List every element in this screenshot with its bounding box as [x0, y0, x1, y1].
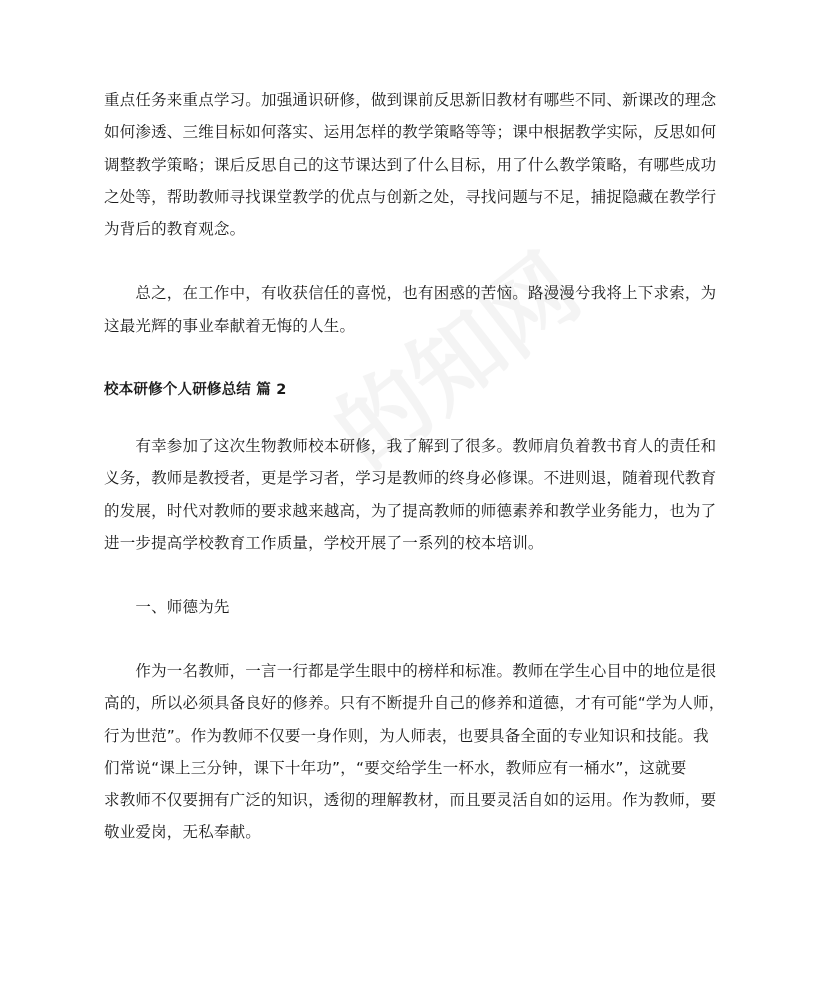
subsection-title: 一、师德为先 — [104, 598, 230, 616]
paragraph-line: 之处等，帮助教师寻找课堂教学的优点与创新之处，寻找问题与不足，捕捉隐藏在教学行 — [104, 188, 717, 206]
paragraph-line: 调整教学策略；课后反思自己的这节课达到了什么目标，用了什么教学策略，有哪些成功 — [104, 156, 717, 174]
paragraph-line: 的发展，时代对教师的要求越来越高，为了提高教师的师德素养和教学业务能力，也为了 — [104, 502, 717, 520]
paragraph-line: 这最光辉的事业奉献着无悔的人生。 — [104, 317, 356, 335]
paragraph-line: 义务，教师是教授者，更是学习者，学习是教师的终身必修课。不进则退，随着现代教育 — [104, 469, 717, 487]
paragraph-line: 如何渗透、三维目标如何落实、运用怎样的教学策略等等；课中根据教学实际，反思如何 — [104, 123, 717, 141]
section-heading: 校本研修个人研修总结 篇 2 — [104, 382, 287, 398]
paragraph-line: 们常说“课上三分钟，课下十年功”，“要交给学生一杯水，教师应有一桶水”，这就要 — [104, 759, 687, 777]
paragraph-line: 敬业爱岗，无私奉献。 — [104, 823, 262, 841]
paragraph-line: 求教师不仅要拥有广泛的知识，透彻的理解教材，而且要灵活自如的运用。作为教师，要 — [104, 791, 717, 809]
paragraph-line: 总之，在工作中，有收获信任的喜悦，也有困惑的苦恼。路漫漫兮我将上下求索，为 — [104, 284, 717, 302]
paragraph-line: 高的，所以必须具备良好的修养。只有不断提升自己的修养和道德，才有可能“学为人师， — [104, 694, 725, 712]
paragraph-line: 重点任务来重点学习。加强通识研修，做到课前反思新旧教材有哪些不同、新课改的理念 — [104, 91, 717, 109]
paragraph-line: 为背后的教育观念。 — [104, 220, 246, 238]
paragraph-line: 有幸参加了这次生物教师校本研修，我了解到了很多。教师肩负着教书育人的责任和 — [104, 437, 717, 455]
paragraph-line: 行为世范”。作为教师不仅要一身作则，为人师表，也要具备全面的专业知识和技能。我 — [104, 727, 709, 745]
paragraph-line: 作为一名教师，一言一行都是学生眼中的榜样和标准。教师在学生心目中的地位是很 — [104, 662, 717, 680]
paragraph-line: 进一步提高学校教育工作质量，学校开展了一系列的校本培训。 — [104, 534, 544, 552]
